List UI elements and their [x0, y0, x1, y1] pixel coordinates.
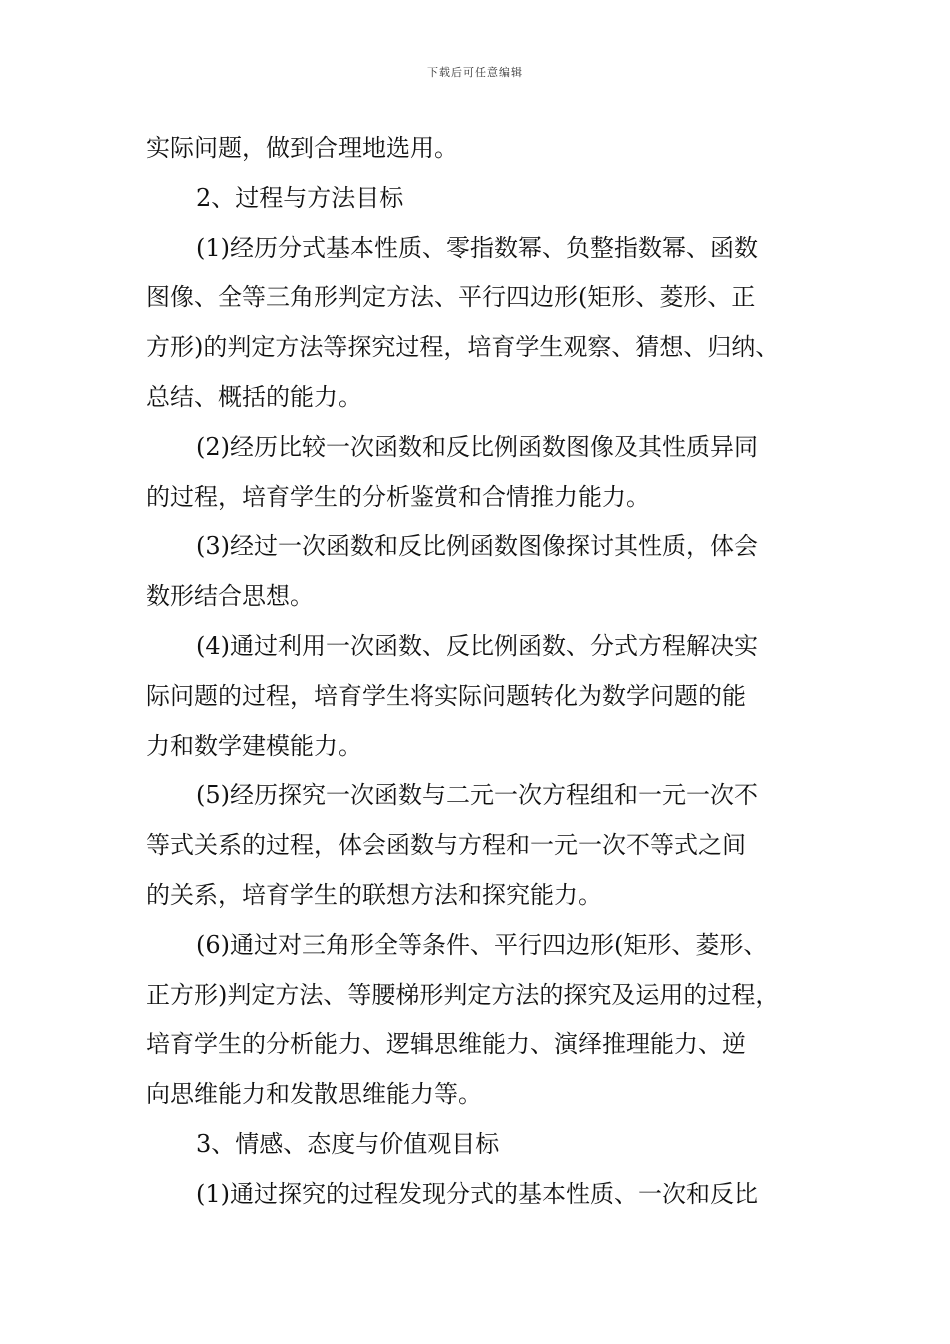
text-line: 培育学生的分析能力、逻辑思维能力、演绎推理能力、逆 [146, 1030, 746, 1059]
text-line: 际问题的过程，培育学生将实际问题转化为数学问题的能 [146, 681, 746, 710]
text-line: 等式关系的过程，体会函数与方程和一元一次不等式之间 [146, 831, 746, 860]
text-line: 数形结合思想。 [146, 582, 314, 611]
text-line: 总结、概括的能力。 [146, 382, 362, 411]
section-heading: 2、过程与方法目标 [196, 183, 404, 212]
text-line: 实际问题，做到合理地选用。 [146, 134, 458, 162]
text-line: 图像、全等三角形判定方法、平行四边形(矩形、菱形、正 [146, 283, 756, 312]
text-line: (4)通过利用一次函数、反比例函数、分式方程解决实 [196, 631, 758, 660]
text-line: 的关系，培育学生的联想方法和探究能力。 [146, 880, 602, 909]
text-line: 的过程，培育学生的分析鉴赏和合情推力能力。 [146, 482, 650, 511]
document-body [146, 124, 818, 1220]
text-line: (5)经历探究一次函数与二元一次方程组和一元一次不 [196, 781, 758, 810]
text-line: (2)经历比较一次函数和反比例函数图像及其性质异同 [196, 432, 758, 461]
text-line: (6)通过对三角形全等条件、平行四边形(矩形、菱形、 [196, 930, 768, 959]
text-line: (1)经历分式基本性质、零指数幂、负整指数幂、函数 [196, 233, 758, 262]
section-heading: 3、情感、态度与价值观目标 [196, 1129, 500, 1158]
text-line: 方形)的判定方法等探究过程，培育学生观察、猜想、归纳、 [146, 333, 780, 362]
text-line: 正方形)判定方法、等腰梯形判定方法的探究及运用的过程， [146, 980, 780, 1009]
text-line: 向思维能力和发散思维能力等。 [146, 1080, 482, 1109]
text-line: 力和数学建模能力。 [146, 731, 362, 760]
text-line: (1)通过探究的过程发现分式的基本性质、一次和反比 [196, 1179, 758, 1208]
page-header: 下载后可任意编辑 [427, 66, 523, 79]
text-line: (3)经过一次函数和反比例函数图像探讨其性质，体会 [196, 532, 758, 561]
